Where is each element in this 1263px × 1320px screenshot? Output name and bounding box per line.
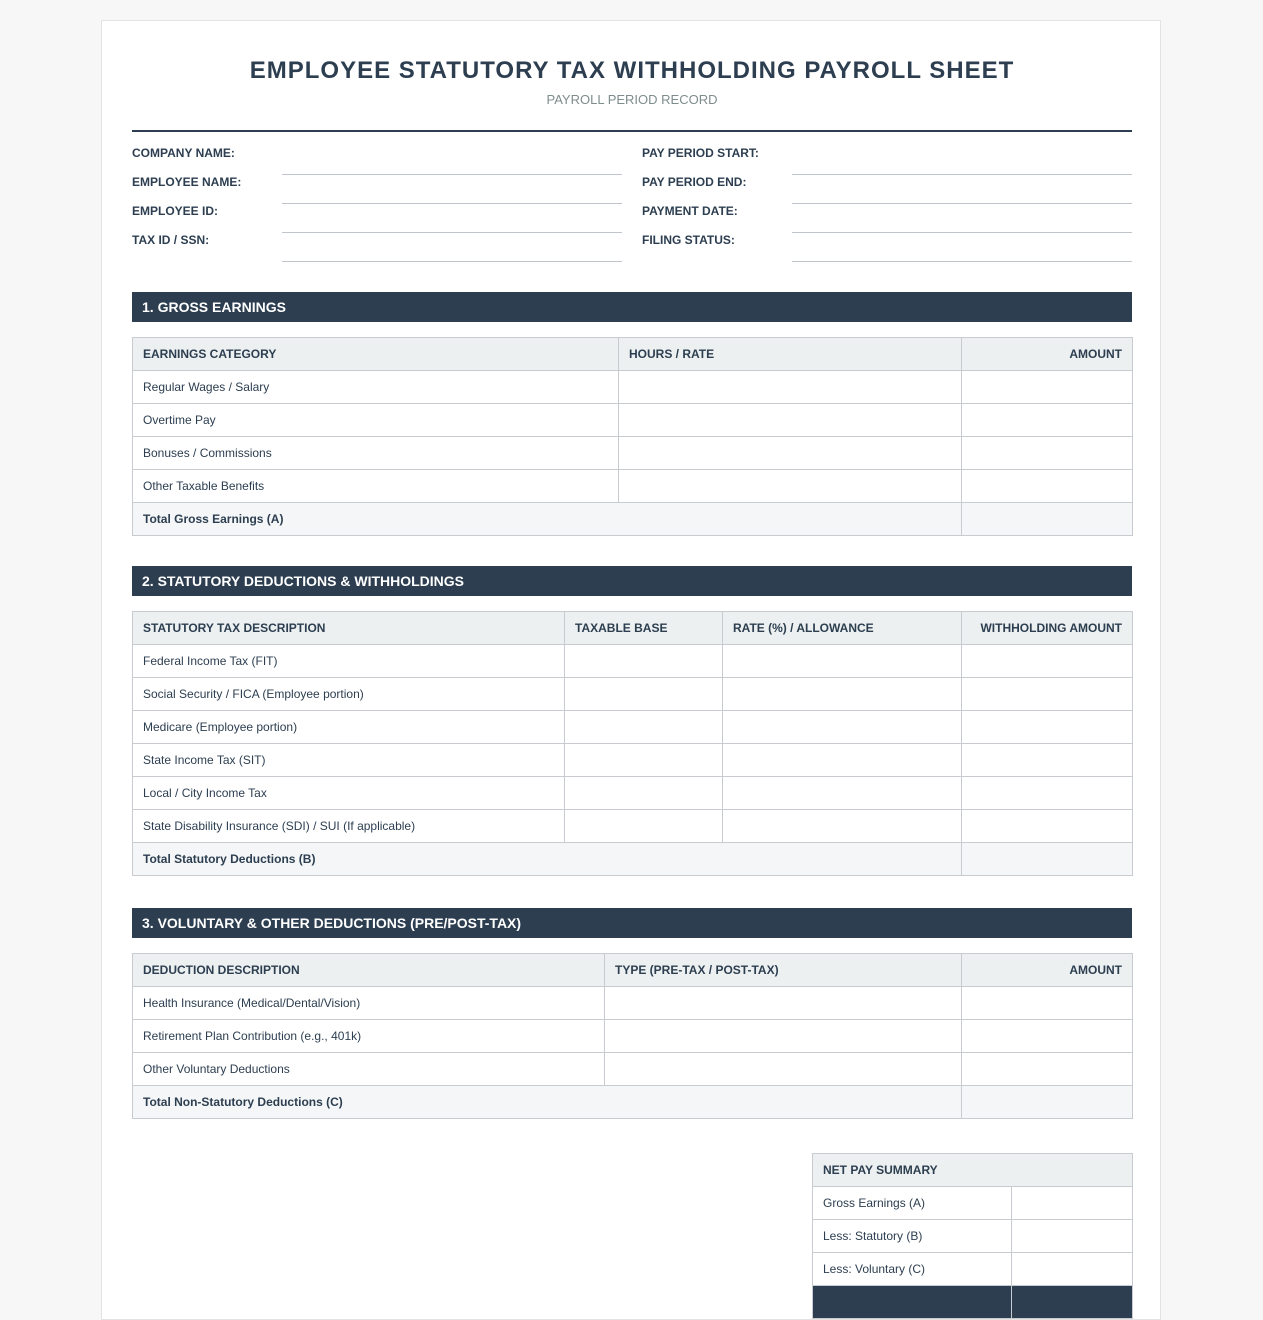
filing-status-row xyxy=(642,219,1132,248)
employee-name-label: EMPLOYEE NAME: xyxy=(132,175,242,189)
column-header: TAXABLE BASE xyxy=(565,612,723,645)
type-cell[interactable] xyxy=(605,1053,962,1086)
table-row xyxy=(813,1253,1133,1286)
table-row xyxy=(133,1020,1133,1053)
row-label: Health Insurance (Medical/Dental/Vision) xyxy=(133,987,605,1020)
total-row xyxy=(133,503,1133,536)
row-label: Bonuses / Commissions xyxy=(133,437,619,470)
column-header: WITHHOLDING AMOUNT xyxy=(962,612,1133,645)
table-row xyxy=(133,777,1133,810)
company-name-label: COMPANY NAME: xyxy=(132,146,235,160)
withholding-cell[interactable] xyxy=(962,777,1133,810)
table-row xyxy=(133,711,1133,744)
filing-status-label: FILING STATUS: xyxy=(642,233,735,247)
column-header: HOURS / RATE xyxy=(619,338,962,371)
total-row xyxy=(133,843,1133,876)
total-amount-cell[interactable] xyxy=(962,843,1133,876)
row-label: Less: Statutory (B) xyxy=(813,1220,1012,1253)
table-row xyxy=(133,1053,1133,1086)
amount-cell[interactable] xyxy=(962,987,1133,1020)
table-row xyxy=(133,744,1133,777)
type-cell[interactable] xyxy=(605,987,962,1020)
total-label: Total Statutory Deductions (B) xyxy=(133,843,962,876)
taxable-base-cell[interactable] xyxy=(565,777,723,810)
column-header: DEDUCTION DESCRIPTION xyxy=(133,954,605,987)
rate-cell[interactable] xyxy=(723,645,962,678)
table-row xyxy=(133,645,1133,678)
taxable-base-cell[interactable] xyxy=(565,810,723,843)
tax-id-label: TAX ID / SSN: xyxy=(132,233,210,247)
payment-date-row xyxy=(642,190,1132,219)
gross-earnings-table xyxy=(132,337,1133,536)
amount-cell[interactable] xyxy=(962,404,1133,437)
net-pay-row xyxy=(813,1286,1133,1319)
total-label: Total Gross Earnings (A) xyxy=(133,503,962,536)
payroll-sheet-page xyxy=(101,20,1161,1320)
company-name-row xyxy=(132,132,622,161)
hours-rate-cell[interactable] xyxy=(619,404,962,437)
withholding-cell[interactable] xyxy=(962,744,1133,777)
column-header: AMOUNT xyxy=(962,338,1133,371)
type-cell[interactable] xyxy=(605,1020,962,1053)
statutory-deductions-heading: 2. STATUTORY DEDUCTIONS & WITHHOLDINGS xyxy=(132,566,1132,596)
net-pay-summary-table xyxy=(812,1153,1133,1319)
net-pay-value-cell[interactable] xyxy=(1012,1286,1133,1319)
withholding-cell[interactable] xyxy=(962,645,1133,678)
row-label: Overtime Pay xyxy=(133,404,619,437)
table-row xyxy=(133,810,1133,843)
column-header: RATE (%) / ALLOWANCE xyxy=(723,612,962,645)
table-row xyxy=(133,404,1133,437)
employee-info-block xyxy=(132,132,1132,262)
tax-id-field[interactable] xyxy=(282,247,622,262)
row-label: State Income Tax (SIT) xyxy=(133,744,565,777)
voluntary-deductions-heading: 3. VOLUNTARY & OTHER DEDUCTIONS (PRE/POST-TAX) xyxy=(132,908,1132,938)
table-row xyxy=(133,437,1133,470)
amount-cell[interactable] xyxy=(962,371,1133,404)
total-label: Total Non-Statutory Deductions (C) xyxy=(133,1086,962,1119)
hours-rate-cell[interactable] xyxy=(619,371,962,404)
employee-name-row xyxy=(132,161,622,190)
pay-period-end-row xyxy=(642,161,1132,190)
row-label: Less: Voluntary (C) xyxy=(813,1253,1012,1286)
tax-id-row xyxy=(132,219,622,248)
pay-period-end-label: PAY PERIOD END: xyxy=(642,175,747,189)
rate-cell[interactable] xyxy=(723,678,962,711)
row-label: Retirement Plan Contribution (e.g., 401k) xyxy=(133,1020,605,1053)
pay-period-start-row xyxy=(642,132,1132,161)
summary-value-cell[interactable] xyxy=(1012,1187,1133,1220)
hours-rate-cell[interactable] xyxy=(619,437,962,470)
taxable-base-cell[interactable] xyxy=(565,645,723,678)
employee-id-label: EMPLOYEE ID: xyxy=(132,204,219,218)
statutory-deductions-table xyxy=(132,611,1133,876)
column-header: EARNINGS CATEGORY xyxy=(133,338,619,371)
column-header: AMOUNT xyxy=(962,954,1133,987)
row-label: Other Taxable Benefits xyxy=(133,470,619,503)
summary-value-cell[interactable] xyxy=(1012,1220,1133,1253)
table-header-row xyxy=(133,338,1133,371)
row-label: Medicare (Employee portion) xyxy=(133,711,565,744)
total-row xyxy=(133,1086,1133,1119)
amount-cell[interactable] xyxy=(962,470,1133,503)
hours-rate-cell[interactable] xyxy=(619,470,962,503)
row-label: Federal Income Tax (FIT) xyxy=(133,645,565,678)
row-label: Local / City Income Tax xyxy=(133,777,565,810)
amount-cell[interactable] xyxy=(962,1053,1133,1086)
page-title: EMPLOYEE STATUTORY TAX WITHHOLDING PAYROLL SHEET xyxy=(249,57,1015,84)
total-amount-cell[interactable] xyxy=(962,503,1133,536)
withholding-cell[interactable] xyxy=(962,711,1133,744)
rate-cell[interactable] xyxy=(723,810,962,843)
rate-cell[interactable] xyxy=(723,711,962,744)
taxable-base-cell[interactable] xyxy=(565,678,723,711)
amount-cell[interactable] xyxy=(962,1020,1133,1053)
sheet-content xyxy=(132,21,1132,262)
table-row xyxy=(813,1220,1133,1253)
row-label: Gross Earnings (A) xyxy=(813,1187,1012,1220)
table-row xyxy=(133,470,1133,503)
withholding-cell[interactable] xyxy=(962,810,1133,843)
column-header: TYPE (PRE-TAX / POST-TAX) xyxy=(605,954,962,987)
table-row xyxy=(133,987,1133,1020)
filing-status-field[interactable] xyxy=(792,247,1132,262)
row-label: Regular Wages / Salary xyxy=(133,371,619,404)
taxable-base-cell[interactable] xyxy=(565,744,723,777)
withholding-cell[interactable] xyxy=(962,678,1133,711)
page-subtitle: PAYROLL PERIOD RECORD xyxy=(546,92,718,107)
summary-heading: NET PAY SUMMARY xyxy=(813,1154,1133,1187)
table-row xyxy=(133,678,1133,711)
table-row xyxy=(133,371,1133,404)
summary-value-cell[interactable] xyxy=(1012,1253,1133,1286)
rate-cell[interactable] xyxy=(723,744,962,777)
net-pay-label-cell xyxy=(813,1286,1012,1319)
total-amount-cell[interactable] xyxy=(962,1086,1133,1119)
table-header-row xyxy=(133,954,1133,987)
table-row xyxy=(813,1187,1133,1220)
column-header: STATUTORY TAX DESCRIPTION xyxy=(133,612,565,645)
taxable-base-cell[interactable] xyxy=(565,711,723,744)
employee-id-row xyxy=(132,190,622,219)
amount-cell[interactable] xyxy=(962,437,1133,470)
row-label: Other Voluntary Deductions xyxy=(133,1053,605,1086)
gross-earnings-heading: 1. GROSS EARNINGS xyxy=(132,292,1132,322)
rate-cell[interactable] xyxy=(723,777,962,810)
table-header-row xyxy=(133,612,1133,645)
payment-date-label: PAYMENT DATE: xyxy=(642,204,738,218)
row-label: Social Security / FICA (Employee portion) xyxy=(133,678,565,711)
table-header-row xyxy=(813,1154,1133,1187)
voluntary-deductions-table xyxy=(132,953,1133,1119)
row-label: State Disability Insurance (SDI) / SUI (If applicable) xyxy=(133,810,565,843)
pay-period-start-label: PAY PERIOD START: xyxy=(642,146,759,160)
